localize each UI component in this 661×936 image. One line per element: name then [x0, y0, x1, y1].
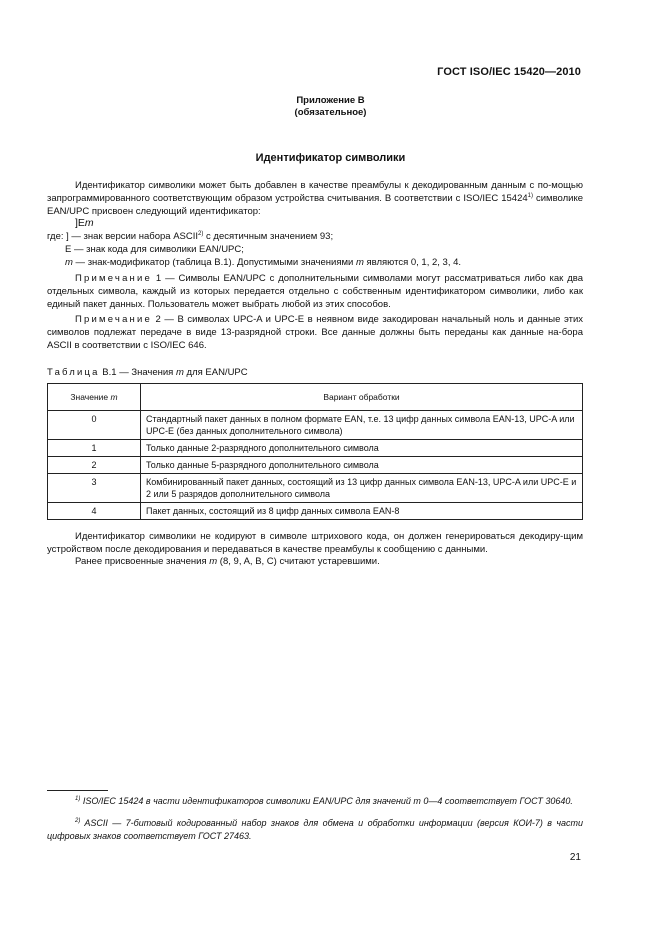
closing-paragraph-1: Идентификатор символики не кодируют в символе штрихового кода, он должен генерироваться декодиру-щим устройством после декодирования и передаваться в качестве преамбулы к сообщению с данными.	[47, 531, 583, 555]
table-row	[48, 457, 583, 474]
where-line-2: E — знак кода для символики EAN/UPC;	[65, 244, 244, 255]
note-2-label: Примечание	[75, 314, 152, 325]
where-line-3-b: являются 0, 1, 2, 3, 4.	[363, 257, 462, 268]
modifier-values-table	[47, 383, 583, 520]
where-line-3-var: m	[65, 257, 73, 268]
table-caption	[47, 366, 248, 379]
where-line-1-a: где: ] — знак версии набора ASCII	[47, 231, 199, 242]
standard-designation: ГОСТ ISO/IEC 15420—2010	[437, 66, 581, 78]
footnote-separator	[47, 790, 108, 791]
header-option: Вариант обработки	[141, 384, 583, 411]
row-option: Пакет данных, состоящий из 8 цифр данных символа EAN-8	[141, 503, 583, 520]
where-line-3-var2: m	[355, 257, 364, 268]
closing-p2-a: Ранее присвоенные значения	[75, 556, 210, 567]
table-caption-a: В.1 — Значения	[99, 367, 176, 378]
note-1-text: 1 — Символы EAN/UPC с дополнительными символами могут рассматриваться либо как два отдельных символа, каждый из которых передается отдельно с собственным идентификатором символики, либо как единый пакет данных. Пользователь может выбрать любой из этих способов.	[47, 273, 583, 310]
closing-p2-b: (8, 9, A, B, C) считают устаревшими.	[217, 556, 380, 567]
note-2	[47, 313, 583, 352]
row-value: 0	[48, 411, 141, 440]
footnote-1-text: ISO/IEC 15424 в части идентификаторов символики EAN/UPC для значений m 0—4 соответствует ГОСТ 30640.	[80, 796, 573, 806]
footnote-ref-2: 2)	[198, 230, 204, 237]
closing-paragraph-2	[47, 555, 583, 568]
footnote-1	[47, 795, 583, 808]
table-caption-b: для EAN/UPC	[183, 367, 248, 378]
where-line-1-b: с десятичным значением 93;	[203, 231, 334, 242]
footnote-ref-1: 1)	[527, 192, 533, 199]
note-1-label: Примечание	[75, 273, 152, 284]
header-value-var: m	[110, 392, 118, 402]
table-caption-label: Таблица	[47, 367, 100, 378]
table-caption-var: m	[175, 367, 184, 378]
table-row	[48, 474, 583, 503]
identifier-bracket: ]E	[75, 217, 85, 229]
annex-title: Приложение В	[296, 95, 365, 106]
annex-subtitle: (обязательное)	[294, 107, 367, 118]
note-1	[47, 272, 583, 311]
table-row	[48, 503, 583, 520]
row-value: 1	[48, 440, 141, 457]
intro-text-b: символике EAN/UPC присвоен следующий идентификатор:	[47, 193, 583, 217]
table-header-row	[48, 384, 583, 411]
header-value-a: Значение	[70, 392, 111, 402]
footnote-2	[47, 817, 583, 842]
row-option: Стандартный пакет данных в полном формате EAN, т.е. 13 цифр данных символа EAN-13, UPC-A или UPC-E (без данных дополнительного символа)	[141, 411, 583, 440]
closing-p2-var: m	[209, 556, 218, 567]
header-value	[48, 384, 141, 411]
table-row	[48, 440, 583, 457]
where-line-1	[47, 230, 333, 243]
identifier-format	[75, 217, 94, 230]
footnote-2-mark: 2)	[75, 818, 81, 824]
section-title: Идентификатор символики	[255, 152, 406, 164]
row-option: Только данные 2-разрядного дополнительного символа	[141, 440, 583, 457]
row-value: 2	[48, 457, 141, 474]
intro-text-a: Идентификатор символики может быть добавлен в качестве преамбулы к декодированным данным с по-мощью запрограммированного соответствующим образом устройства считывания. В соответствии с ISO/IEC 15424	[47, 180, 583, 204]
where-line-3-a: — знак-модификатор (таблица В.1). Допустимыми значениями	[72, 257, 356, 268]
row-value: 4	[48, 503, 141, 520]
where-line-3	[65, 256, 461, 269]
row-option: Комбинированный пакет данных, состоящий из 13 цифр данных символа EAN-13, UPC-A или UPC-E и 2 или 5 разрядов дополнительного символа	[141, 474, 583, 503]
intro-paragraph	[47, 179, 583, 218]
row-value: 3	[48, 474, 141, 503]
footnote-2-text: ASCII — 7-битовый кодированный набор знаков для обмена и обработки информации (версия КОИ-7) в части цифровых знаков соответствует ГОСТ 27463.	[47, 818, 583, 841]
footnote-1-mark: 1)	[75, 796, 81, 802]
row-option: Только данные 5-разрядного дополнительного символа	[141, 457, 583, 474]
page-number: 21	[569, 852, 581, 863]
note-2-text: 2 — В символах UPC-A и UPC-E в неявном виде закодирован начальный ноль и данные этих символов подлежат передаче в виде 13-разрядной строки. Все данные должны быть переданы как данные на-бора ASCII в соответствии с ISO/IEC 646.	[47, 314, 583, 351]
table-row	[48, 411, 583, 440]
identifier-modifier: m	[84, 217, 94, 229]
